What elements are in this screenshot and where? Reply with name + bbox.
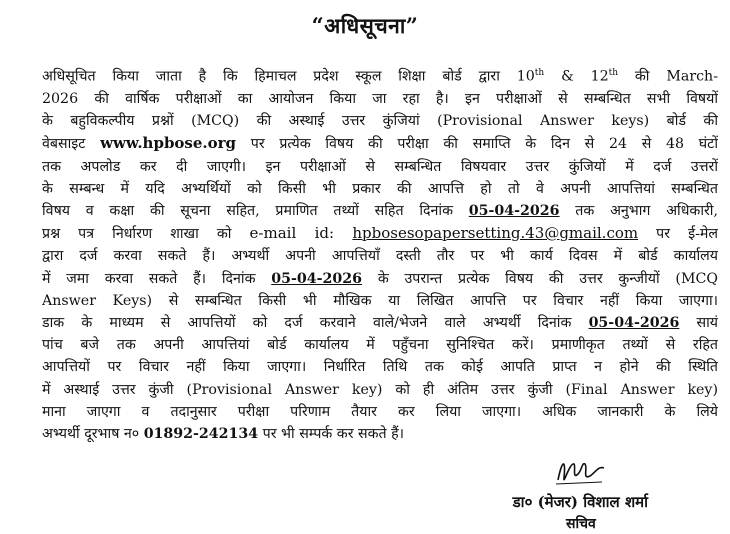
notice-line [42, 200, 718, 222]
deadline-date: 05-04-2026 [468, 202, 560, 219]
signature-icon [552, 452, 612, 492]
notice-text: के सम्बन्ध में यदि अभ्यर्थियों को किसी भी प्रकार की आपत्ति हो तो वे अपनी आपत्तियां सम्बन्धित [42, 180, 718, 197]
notice-line [42, 312, 718, 334]
notice-body [42, 62, 718, 445]
notice-line [42, 156, 718, 178]
notice-text: प्रश्न पत्र निर्धारण शाखा को [42, 226, 250, 243]
notice-text: विषय व कक्षा की सूचना सहित, प्रमाणित तथ्यों सहित दिनांक [42, 202, 469, 219]
notice-text: में अस्थाई उत्तर कुंजी (Provisional Answer key) को ही अंतिम उत्तर कुंजी (Final Answer key) [42, 381, 718, 398]
email-label: e-mail id: [249, 224, 353, 243]
phone-number: 01892-242134 [143, 425, 259, 442]
notice-text: पर प्रत्येक विषय की परीक्षा की समाप्ति के दिन से 24 से 48 घंटों [236, 136, 718, 153]
notice-text: तक अपलोड कर दी जाएगी। इन परीक्षाओं से सम्बन्धित विषयवार उत्तर कुंजियों में दर्ज उत्तरों [42, 158, 718, 175]
notice-text: पांच बजे तक अपनी आपत्तियां बोर्ड कार्यालय में पहुँचना सुनिश्चित करें। प्रमाणीकृत तथ्यों से रहित [42, 337, 718, 354]
notice-text: Answer Keys) से सम्बन्धित किसी भी मौखिक या लिखित आपत्ति पर विचार नहीं किया जाएगा। [42, 292, 718, 309]
notice-text: में जमा करवा सकते हैं। दिनांक [42, 270, 272, 287]
notice-text: तक अनुभाग अधिकारी, [559, 202, 718, 219]
notice-line [42, 356, 718, 378]
notice-text: द्वारा दर्ज करवा सकते हैं। अभ्यर्थी अपनी आपत्तियाँ दस्ती तौर पर भी कार्य दिवस में बोर्ड कार्यालय [42, 248, 718, 265]
signatory-name: डा० (मेजर) विशाल शर्मा [512, 493, 648, 511]
notice-line [42, 423, 718, 445]
signatory-designation: सचिव [566, 516, 596, 532]
notice-line [42, 290, 718, 312]
notice-text: आपत्तियों पर विचार नहीं किया जाएगा। निर्धारित तिथि तक कोई आपति प्राप्त न होने की स्थिति [42, 359, 718, 376]
notice-text: के बहुविकल्पीय प्रश्नों (MCQ) की अस्थाई उत्तर कुंजियां (Provisional Answer keys) बोर्ड की [42, 113, 718, 130]
notice-text: अधिसूचित किया जाता है कि हिमाचल प्रदेश स्कूल शिक्षा बोर्ड द्वारा 10 [42, 68, 535, 85]
notice-line [42, 268, 718, 290]
notice-title: “अधिसूचना” [311, 13, 419, 38]
email-link[interactable]: hpbosesopapersetting.43@gmail.com [352, 224, 639, 243]
notice-line [42, 62, 718, 88]
notice-text: माना जाएगा व तदानुसार परीक्षा परिणाम तैयार कर लिया जाएगा। अधिक जानकारी के लिये [42, 403, 718, 420]
notice-text: सायं [679, 314, 718, 331]
notice-text: वेबसाइट [42, 136, 101, 153]
notice-line [42, 222, 718, 245]
notice-line [42, 379, 718, 401]
notice-text: की March- [618, 68, 718, 85]
notice-line [42, 334, 718, 356]
ordinal-suffix: th [608, 68, 619, 78]
notice-line [42, 178, 718, 200]
website-link[interactable]: www.hpbose.org [100, 134, 237, 153]
deadline-date: 05-04-2026 [271, 270, 363, 287]
notice-text: डाक के माध्यम से आपत्तियों को दर्ज करवाने वाले/भेजने वाले अभ्यर्थी दिनांक [42, 314, 589, 331]
notice-text: & 12 [544, 68, 609, 85]
deadline-date: 05-04-2026 [588, 314, 680, 331]
notice-text: पर भी सम्पर्क कर सकते हैं। [258, 425, 404, 442]
notice-line [42, 245, 718, 267]
ordinal-suffix: th [534, 68, 545, 78]
notice-line [42, 110, 718, 132]
notice-line [42, 88, 718, 110]
notice-text: पर ई-मेल [638, 226, 718, 243]
notice-line [42, 132, 718, 155]
notice-text: अभ्यर्थी दूरभाष न० [42, 425, 144, 442]
notice-line [42, 401, 718, 423]
notice-text: 2026 की वार्षिक परीक्षाओं का आयोजन किया जा रहा है। इन परीक्षाओं से सम्बन्धित सभी विषयों [42, 90, 718, 107]
notice-text: के उपरान्त प्रत्येक विषय की उत्तर कुन्जीयों (MCQ [362, 270, 718, 287]
